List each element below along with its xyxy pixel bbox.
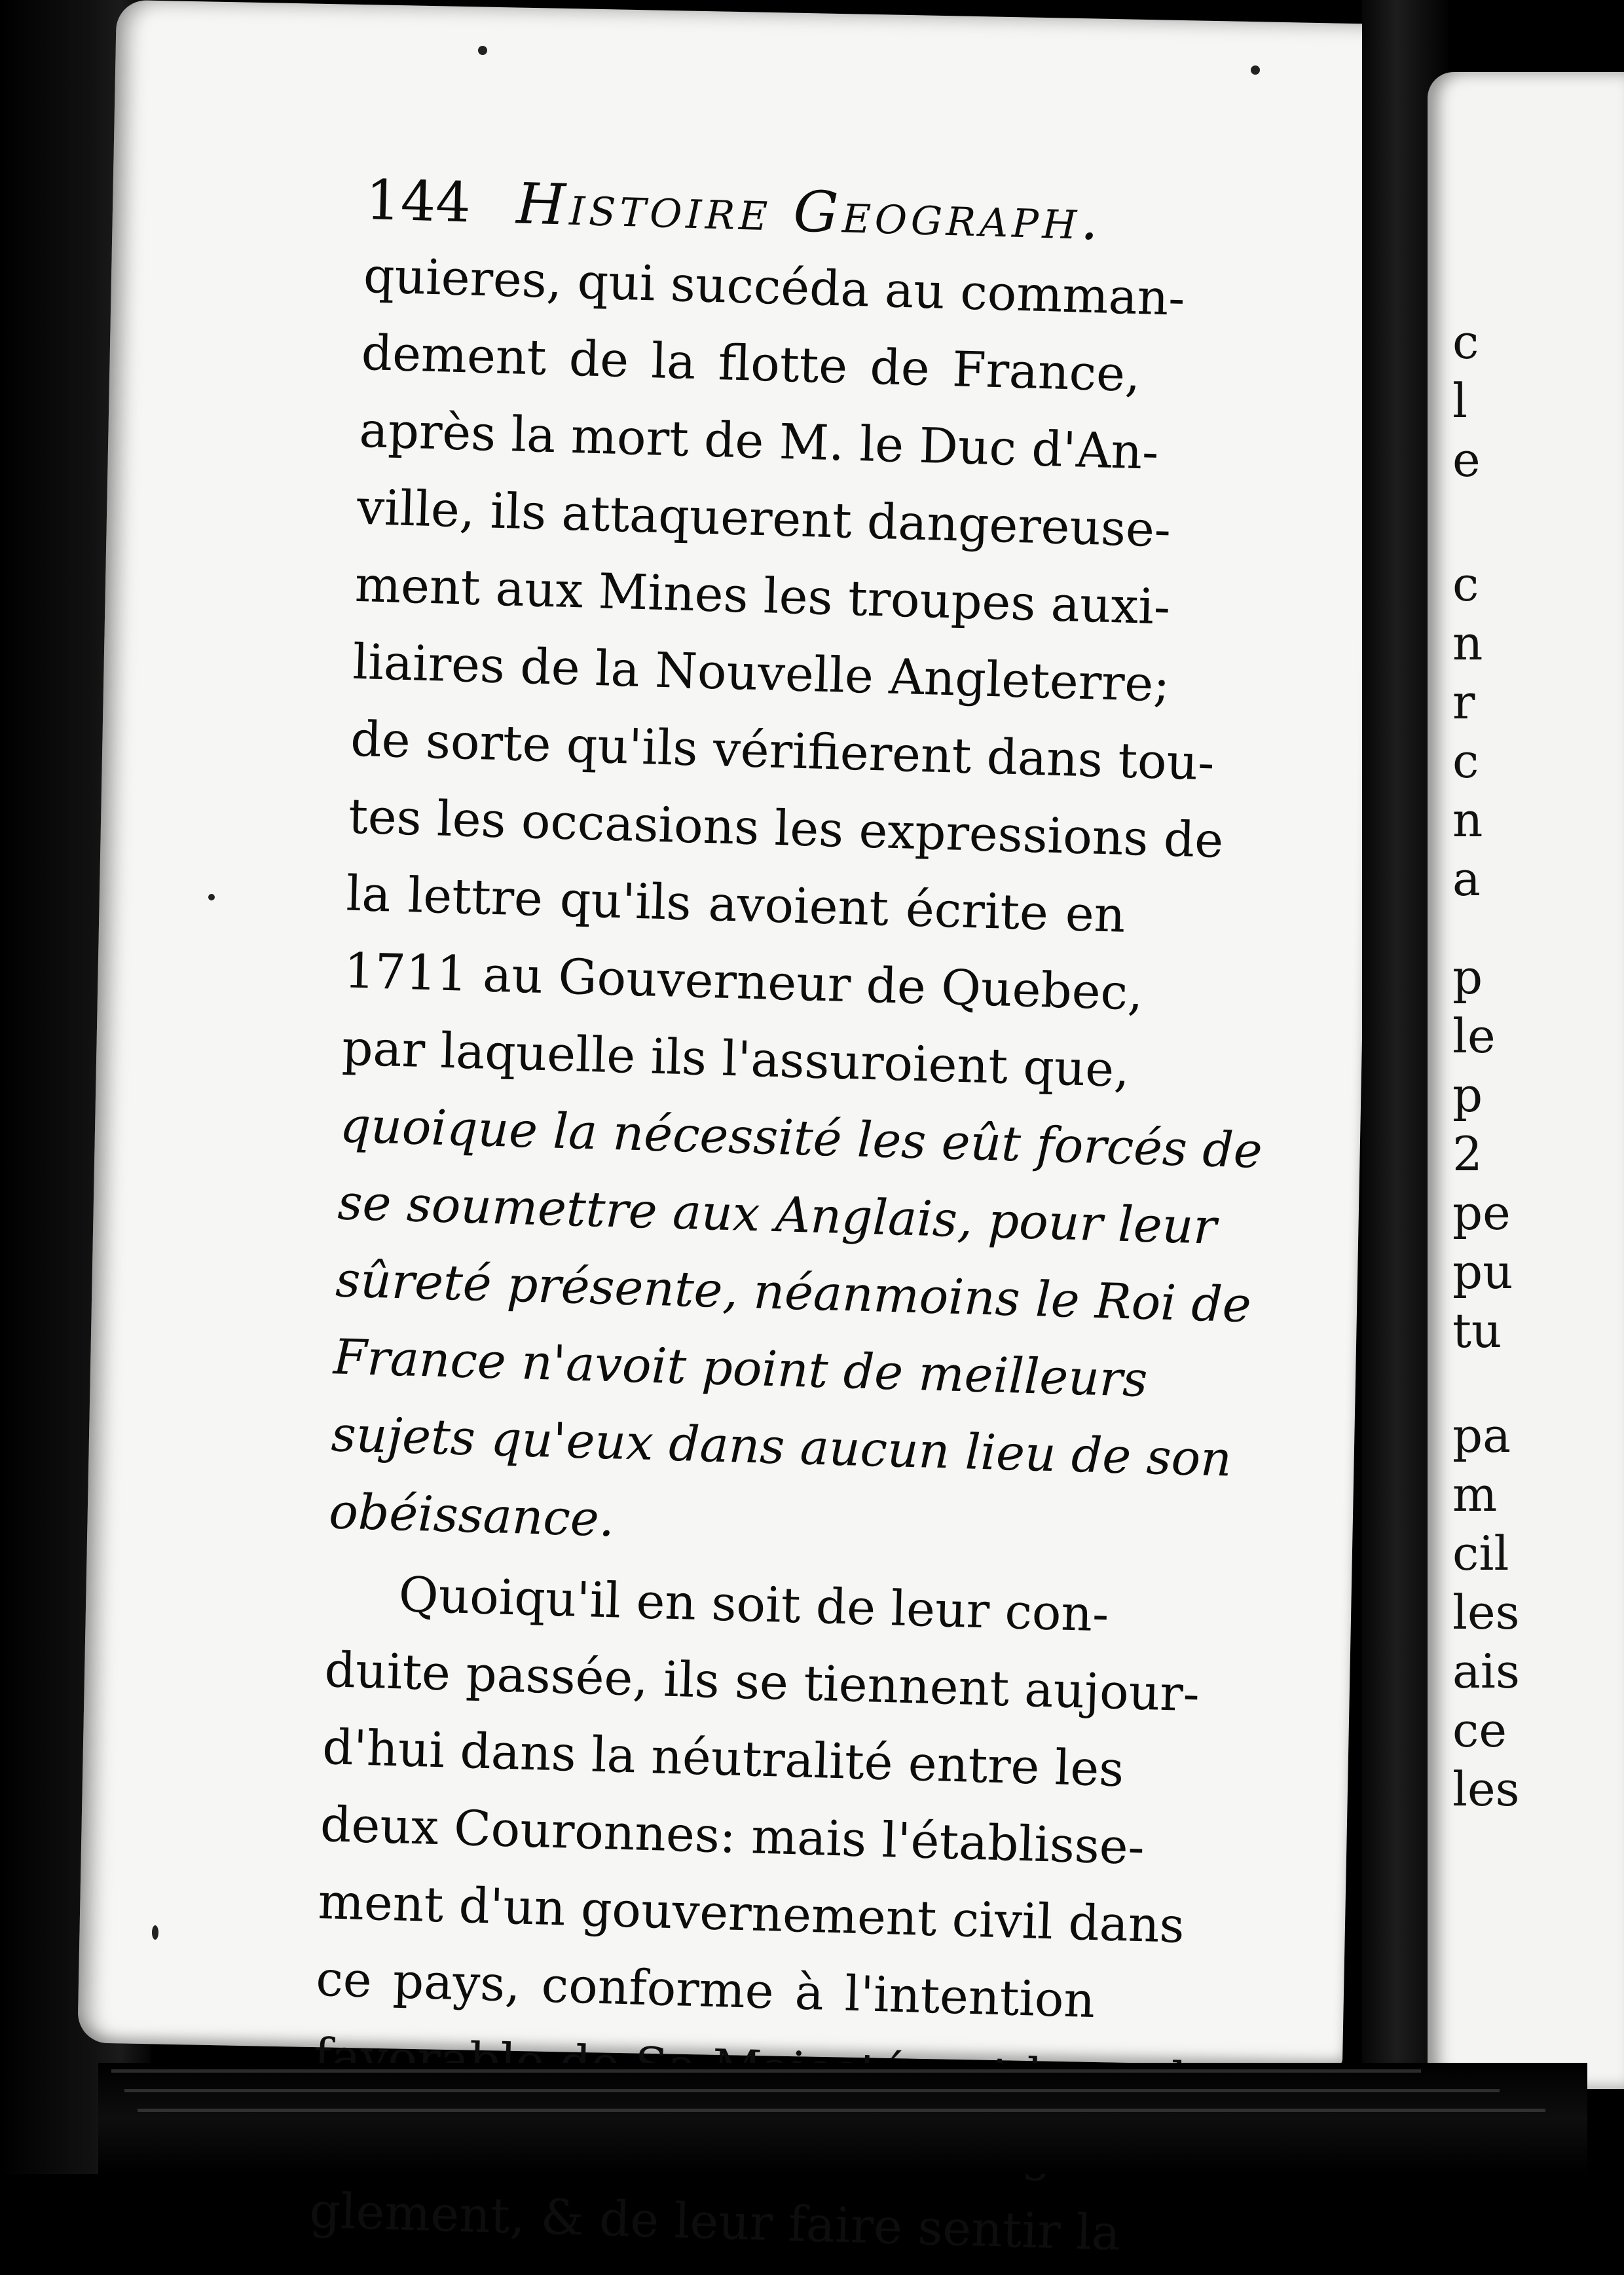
right-page [1428,72,1624,2089]
text-line: dement de la flotte de France, [360,324,1141,403]
right-page-fragment: cil [1452,1526,1509,1581]
text-line: 1711 au Gouverneur de Quebec, [343,942,1144,1022]
bottom-page-edges [98,2063,1587,2174]
text-line: d'hui dans la néutralité entre les [322,1719,1125,1798]
right-page-fragment: r [1452,675,1475,730]
text-line: liaires de la Nouvelle Angleterre; [352,633,1171,713]
italic-quote-line: obéissance. [328,1483,616,1548]
right-page-fragment: les [1452,1762,1520,1817]
italic-quote-line: quoique la nécessité les eût forcés de [339,1097,1263,1179]
right-page-fragment: 2 [1452,1126,1483,1181]
right-page-fragment: c [1452,314,1479,369]
right-page-fragment: p [1452,950,1483,1005]
page-text [308,164,1270,2274]
right-page-fragment: ais [1452,1644,1520,1699]
page-edge-line [111,2069,1421,2073]
text-line: ment aux Mines les troupes auxi- [354,556,1172,636]
ink-speck [152,1925,158,1940]
page-edge-line [124,2089,1500,2092]
text-line: la lettre qu'ils avoient écrite en [345,865,1126,944]
right-page-fragment: n [1452,616,1483,671]
ink-speck [478,46,487,55]
text-line: ce pays, conforme à l'intention [315,1950,1096,2029]
right-page-fragment: n [1452,792,1483,847]
right-page-fragment: p [1452,1067,1483,1122]
italic-quote-line: sûreté présente, néanmoins le Roi de [335,1251,1252,1334]
right-page-fragment: c [1452,557,1479,612]
text-line: tes les occasions les expressions de [347,788,1225,869]
right-page-fragment: le [1452,1008,1496,1064]
text-line: ville, ils attaquerent dangereuse- [356,479,1172,559]
right-page-fragment: pu [1452,1244,1513,1299]
running-title: Histoire Geograph. [515,171,1103,253]
right-page-fragment: pe [1452,1185,1511,1240]
text-line: quieres, qui succéda au comman- [363,247,1186,327]
italic-quote-line: se soumettre aux Anglais, pour leur [337,1174,1217,1255]
right-page-fragment: e [1452,432,1481,487]
right-page-fragment: m [1452,1467,1498,1522]
right-page-fragment: a [1452,851,1481,906]
text-line: après la mort de M. le Duc d'An- [358,401,1160,481]
page-number: 144 [365,167,472,235]
right-page-fragment: ce [1452,1703,1507,1758]
text-line: duite passée, ils se tiennent aujour- [323,1642,1200,1723]
text-line: deux Couronnes: mais l'établisse- [319,1796,1145,1876]
right-page-fragment: pa [1452,1408,1511,1463]
right-page-fragment: c [1452,733,1479,788]
page-edge-line [138,2109,1545,2112]
ink-speck [208,894,215,900]
paragraph-1 [328,237,1268,1576]
italic-quote-line: France n'avoit point de meilleurs [332,1329,1149,1408]
text-line: ment d'un gouvernement civil dans [317,1873,1185,1954]
text-line: de sorte qu'ils vérifierent dans tou- [350,711,1215,792]
right-page-fragment: les [1452,1585,1520,1640]
text-line: Quoiqu'il en soit de leur con- [397,1566,1110,1643]
text-line: glement, & de leur faire sentir la [308,2182,1122,2262]
right-page-fragment: l [1452,373,1468,428]
italic-quote-line: sujets qu'eux dans aucun lieu de son [330,1406,1233,1488]
text-line: par laquelle ils l'assuroient que, [341,1020,1130,1099]
right-page-fragment: tu [1452,1303,1502,1358]
ink-speck [1251,65,1260,75]
